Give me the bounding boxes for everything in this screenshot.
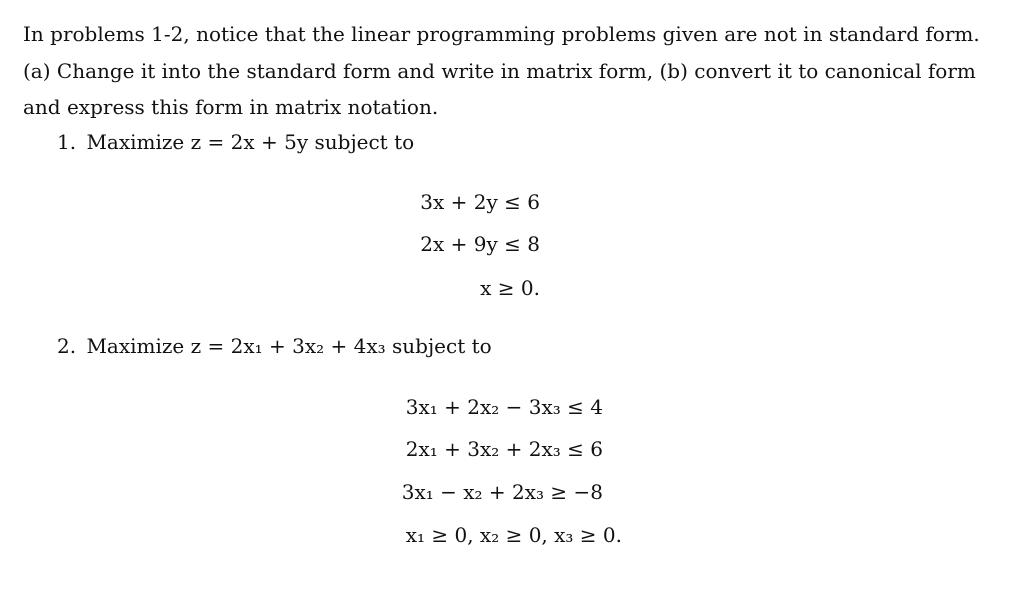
problem-1-tail: subject to [314, 130, 415, 154]
problem-2-constraint: 2x₁ + 3x₂ + 2x₃ ≤ 6 [405, 437, 603, 461]
intro-line-3: and express this form in matrix notation. [23, 95, 439, 119]
problem-1-constraint: 3x + 2y ≤ 6 [420, 190, 540, 214]
problem-1-objective: z = 2x + 5y [190, 130, 309, 154]
problem-1-constraint: x ≥ 0. [480, 276, 540, 300]
problem-2-statement [57, 334, 492, 358]
problem-1-lead: Maximize [86, 130, 185, 154]
problem-1-number: 1. [57, 130, 77, 154]
problem-2-constraint: 3x₁ + 2x₂ − 3x₃ ≤ 4 [405, 395, 603, 419]
intro-line-1: In problems 1-2, notice that the linear programming problems given are not in standard form. [23, 22, 980, 46]
problem-1-constraint: 2x + 9y ≤ 8 [420, 232, 540, 256]
problem-1-statement [57, 130, 414, 154]
problem-2-objective: z = 2x₁ + 3x₂ + 4x₃ [190, 334, 386, 358]
intro-line-2: (a) Change it into the standard form and write in matrix form, (b) convert it to canonical form [23, 58, 976, 83]
problem-2-nonnegativity: x₁ ≥ 0, x₂ ≥ 0, x₃ ≥ 0. [405, 523, 622, 547]
problem-2-tail: subject to [392, 334, 492, 358]
problem-2-lead: Maximize [86, 334, 185, 358]
problem-2-constraint: 3x₁ − x₂ + 2x₃ ≥ −8 [401, 480, 603, 504]
problem-2-number: 2. [57, 334, 77, 358]
intro-paragraph [23, 16, 1003, 126]
